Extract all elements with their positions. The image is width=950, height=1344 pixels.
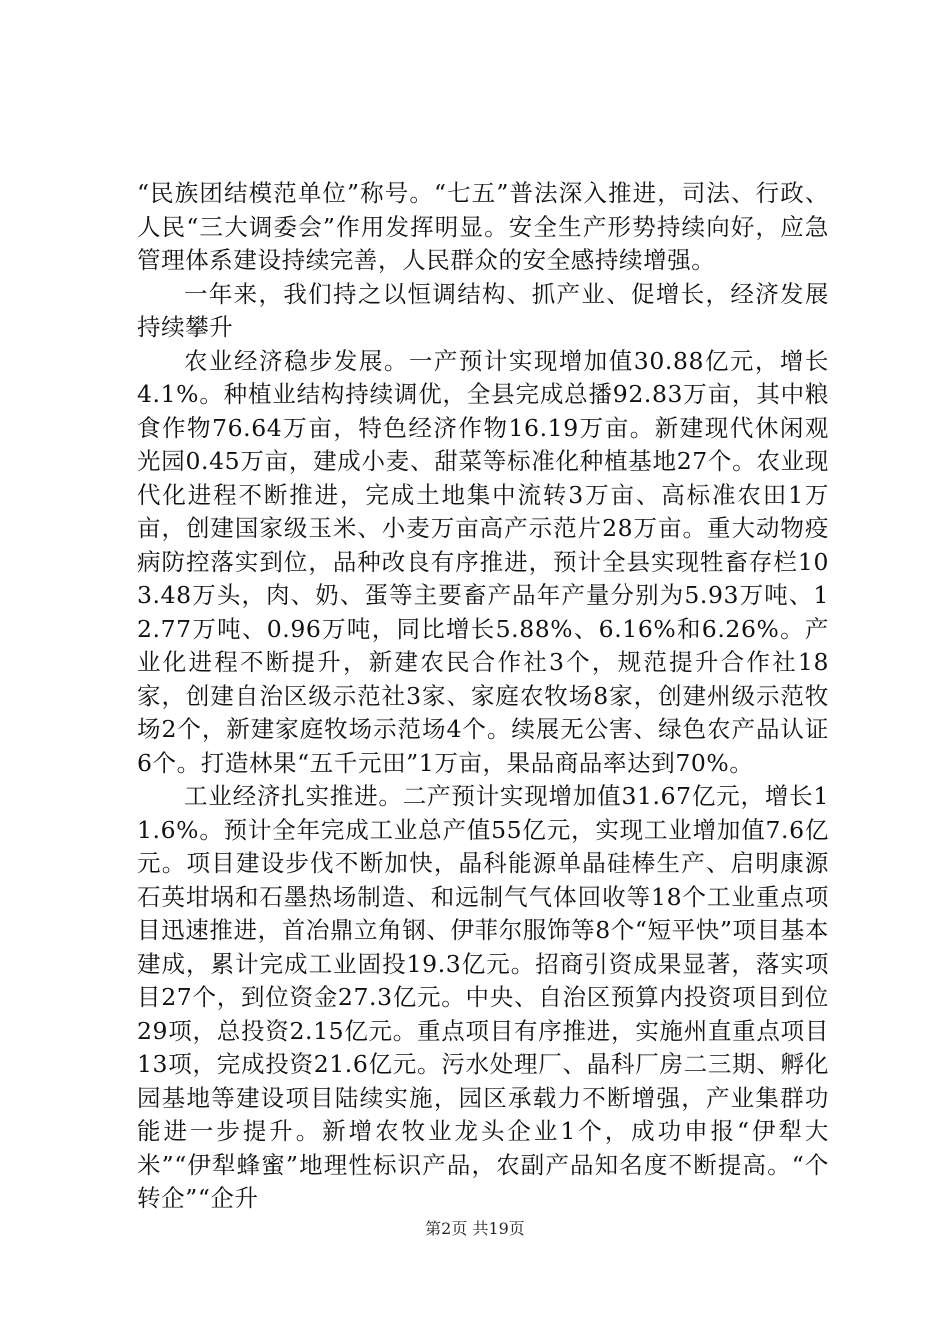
- document-body: [137, 177, 829, 1216]
- page-footer: 第2页 共19页: [425, 1219, 525, 1238]
- paragraph-4: 工业经济扎实推进。二产预计实现增加值31.67亿元，增长11.6%。预计全年完成工业总产值55亿元，实现工业增加值7.6亿元。项目建设步伐不断加快，晶科能源单晶硅棒生产、启明康源石英坩埚和石墨热场制造、和远制气气体回收等18个工业重点项目迅速推进，首冶鼎立角钢、伊菲尔服饰等8个“短平快”项目基本建成，累计完成工业固投19.3亿元。招商引资成果显著，落实项目27个，到位资金27.3亿元。中央、自治区预算内投资项目到位29项，总投资2.15亿元。重点项目有序推进，实施州直重点项目13项，完成投资21.6亿元。污水处理厂、晶科厂房二三期、孵化园基地等建设项目陆续实施，园区承载力不断增强，产业集群功能进一步提升。新增农牧业龙头企业1个，成功申报“伊犁大米”“伊犁蜂蜜”地理性标识产品，农副产品知名度不断提高。“个转企”“企升: [137, 782, 829, 1212]
- paragraph-1: “民族团结模范单位”称号。“七五”普法深入推进，司法、行政、人民“三大调委会”作用发挥明显。安全生产形势持续向好，应急管理体系建设持续完善，人民群众的安全感持续增强。: [137, 179, 829, 274]
- paragraph-3: 农业经济稳步发展。一产预计实现增加值30.88亿元，增长4.1%。种植业结构持续调优，全县完成总播92.83万亩，其中粮食作物76.64万亩，特色经济作物16.19万亩。新建现代休闲观光园0.45万亩，建成小麦、甜菜等标准化种植基地27个。农业现代化进程不断推进，完成土地集中流转3万亩、高标准农田1万亩，创建国家级玉米、小麦万亩高产示范片28万亩。重大动物疫病防控落实到位，品种改良有序推进，预计全县实现牲畜存栏103.48万头，肉、奶、蛋等主要畜产品年产量分别为5.93万吨、12.77万吨、0.96万吨，同比增长5.88%、6.16%和6.26%。产业化进程不断提升，新建农民合作社3个，规范提升合作社18家，创建自治区级示范社3家、家庭农牧场8家，创建州级示范牧场2个，新建家庭牧场示范场4个。续展无公害、绿色农产品认证6个。打造林果“五千元田”1万亩，果品商品率达到70%。: [137, 346, 829, 777]
- paragraph-2: 一年来，我们持之以恒调结构、抓产业、促增长，经济发展持续攀升: [137, 279, 829, 341]
